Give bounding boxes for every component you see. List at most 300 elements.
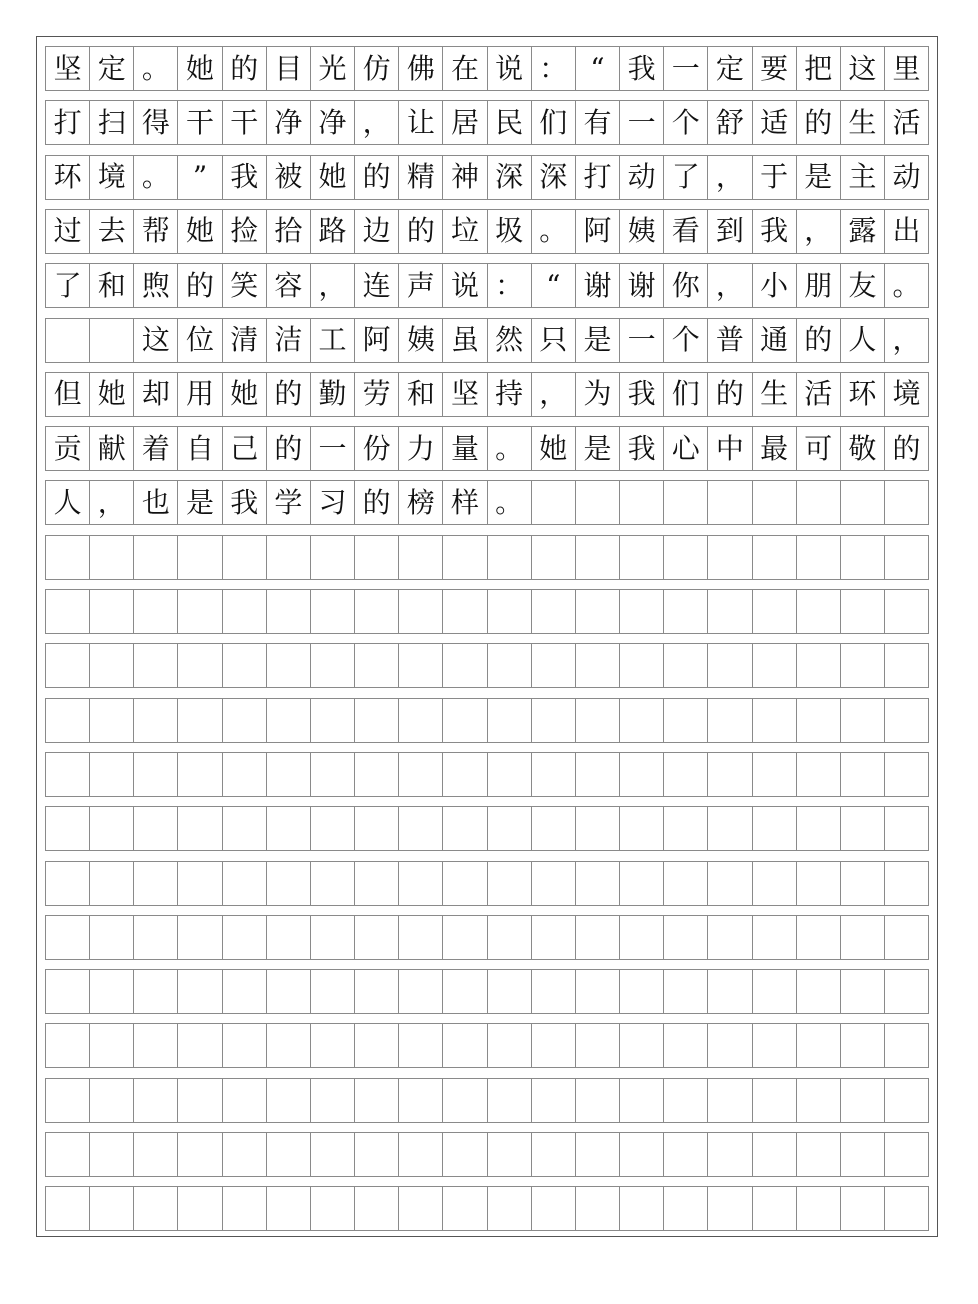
grid-cell xyxy=(90,753,134,796)
grid-cell xyxy=(311,1079,355,1122)
grid-cell: 要 xyxy=(753,47,797,90)
grid-cell xyxy=(223,753,267,796)
grid-cell xyxy=(178,916,222,959)
grid-cell xyxy=(223,970,267,1013)
grid-cell: ， xyxy=(885,319,929,362)
grid-cell xyxy=(178,644,222,687)
grid-cell xyxy=(46,1133,90,1176)
grid-cell xyxy=(134,1024,178,1067)
grid-cell xyxy=(134,970,178,1013)
grid-cell xyxy=(841,644,885,687)
grid-cell: 她 xyxy=(223,373,267,416)
grid-cell: 们 xyxy=(664,373,708,416)
grid-row xyxy=(45,915,929,960)
grid-cell: ” xyxy=(178,156,222,199)
grid-cell xyxy=(576,807,620,850)
grid-cell: 也 xyxy=(134,481,178,524)
grid-cell xyxy=(885,916,929,959)
grid-cell xyxy=(488,970,532,1013)
grid-cell xyxy=(532,1079,576,1122)
grid-cell xyxy=(443,644,487,687)
grid-cell xyxy=(708,753,752,796)
grid-cell xyxy=(267,862,311,905)
grid-cell xyxy=(399,536,443,579)
grid-cell: 谢 xyxy=(576,264,620,307)
grid-cell xyxy=(355,862,399,905)
grid-cell xyxy=(355,970,399,1013)
grid-cell xyxy=(178,970,222,1013)
grid-cell xyxy=(576,970,620,1013)
grid-cell: 。 xyxy=(532,210,576,253)
grid-cell xyxy=(576,481,620,524)
grid-cell xyxy=(134,644,178,687)
grid-cell xyxy=(399,1133,443,1176)
grid-cell xyxy=(488,862,532,905)
grid-cell: 煦 xyxy=(134,264,178,307)
grid-cell: ， xyxy=(532,373,576,416)
grid-cell: 里 xyxy=(885,47,929,90)
grid-row xyxy=(45,969,929,1014)
grid-cell xyxy=(841,590,885,633)
grid-cell: 的 xyxy=(797,101,841,144)
grid-cell: 垃 xyxy=(443,210,487,253)
grid-row xyxy=(45,1186,929,1231)
grid-row xyxy=(45,752,929,797)
grid-cell: ： xyxy=(532,47,576,90)
grid-cell xyxy=(399,1187,443,1230)
grid-cell xyxy=(753,916,797,959)
grid-cell: 着 xyxy=(134,427,178,470)
grid-cell xyxy=(620,916,664,959)
grid-cell xyxy=(443,699,487,742)
grid-cell: 在 xyxy=(443,47,487,90)
grid-cell: 献 xyxy=(90,427,134,470)
grid-cell xyxy=(90,319,134,362)
grid-cell xyxy=(267,699,311,742)
grid-cell xyxy=(311,644,355,687)
grid-cell xyxy=(355,644,399,687)
grid-cell: 是 xyxy=(797,156,841,199)
grid-cell xyxy=(885,807,929,850)
grid-cell xyxy=(841,753,885,796)
grid-cell xyxy=(708,970,752,1013)
grid-cell xyxy=(90,916,134,959)
grid-row xyxy=(45,861,929,906)
grid-cell: ， xyxy=(708,156,752,199)
grid-row xyxy=(45,806,929,851)
grid-cell: 朋 xyxy=(797,264,841,307)
grid-cell xyxy=(532,481,576,524)
grid-cell: 量 xyxy=(443,427,487,470)
grid-cell: 我 xyxy=(223,156,267,199)
grid-cell xyxy=(885,970,929,1013)
grid-cell: 可 xyxy=(797,427,841,470)
grid-cell: 的 xyxy=(708,373,752,416)
grid-cell xyxy=(753,970,797,1013)
grid-cell xyxy=(708,699,752,742)
grid-cell xyxy=(488,644,532,687)
grid-cell: 力 xyxy=(399,427,443,470)
grid-cell: 你 xyxy=(664,264,708,307)
grid-cell xyxy=(311,1133,355,1176)
grid-cell xyxy=(841,481,885,524)
grid-cell xyxy=(223,590,267,633)
grid-cell xyxy=(267,536,311,579)
grid-cell xyxy=(841,1187,885,1230)
grid-cell xyxy=(664,753,708,796)
grid-cell: 这 xyxy=(134,319,178,362)
grid-cell xyxy=(267,1079,311,1122)
grid-cell: 境 xyxy=(885,373,929,416)
grid-cell xyxy=(885,1079,929,1122)
grid-cell xyxy=(841,970,885,1013)
grid-cell xyxy=(620,1024,664,1067)
grid-cell: 贡 xyxy=(46,427,90,470)
grid-cell xyxy=(267,1024,311,1067)
grid-cell: 她 xyxy=(178,47,222,90)
grid-cell xyxy=(399,862,443,905)
grid-cell xyxy=(488,699,532,742)
grid-cell: 居 xyxy=(443,101,487,144)
grid-cell: 。 xyxy=(488,481,532,524)
grid-cell xyxy=(576,644,620,687)
grid-cell xyxy=(797,916,841,959)
grid-cell xyxy=(885,644,929,687)
grid-cell xyxy=(620,753,664,796)
grid-cell: 说 xyxy=(488,47,532,90)
grid-cell: 的 xyxy=(223,47,267,90)
grid-cell: 环 xyxy=(841,373,885,416)
grid-cell xyxy=(311,970,355,1013)
grid-cell: 露 xyxy=(841,210,885,253)
grid-cell xyxy=(532,644,576,687)
grid-cell xyxy=(708,807,752,850)
grid-cell xyxy=(399,699,443,742)
grid-cell xyxy=(46,590,90,633)
grid-cell: 和 xyxy=(399,373,443,416)
grid-cell xyxy=(90,1187,134,1230)
grid-cell xyxy=(753,1133,797,1176)
grid-cell: 坚 xyxy=(46,47,90,90)
grid-cell xyxy=(134,807,178,850)
grid-cell: 活 xyxy=(885,101,929,144)
grid-cell xyxy=(841,916,885,959)
grid-cell xyxy=(797,590,841,633)
grid-cell xyxy=(355,1133,399,1176)
grid-cell: 位 xyxy=(178,319,222,362)
grid-cell xyxy=(178,1133,222,1176)
grid-cell: 姨 xyxy=(620,210,664,253)
grid-cell xyxy=(708,1133,752,1176)
grid-cell xyxy=(46,753,90,796)
grid-cell: 阿 xyxy=(576,210,620,253)
grid-cell: 捡 xyxy=(223,210,267,253)
grid-cell xyxy=(664,1024,708,1067)
grid-cell xyxy=(753,1079,797,1122)
grid-cell xyxy=(841,807,885,850)
grid-cell: 说 xyxy=(443,264,487,307)
grid-cell: 自 xyxy=(178,427,222,470)
grid-cell xyxy=(223,1079,267,1122)
grid-cell xyxy=(753,590,797,633)
grid-cell xyxy=(443,1187,487,1230)
grid-cell: 让 xyxy=(399,101,443,144)
grid-cell: 的 xyxy=(885,427,929,470)
grid-cell xyxy=(708,1079,752,1122)
grid-cell: 用 xyxy=(178,373,222,416)
grid-cell xyxy=(90,970,134,1013)
grid-cell: 习 xyxy=(311,481,355,524)
grid-cell xyxy=(576,536,620,579)
grid-cell xyxy=(841,1024,885,1067)
grid-cell xyxy=(399,916,443,959)
grid-row xyxy=(45,643,929,688)
grid-cell: 。 xyxy=(488,427,532,470)
grid-cell: 主 xyxy=(841,156,885,199)
grid-cell xyxy=(311,753,355,796)
grid-cell xyxy=(753,481,797,524)
grid-cell xyxy=(178,1024,222,1067)
grid-cell xyxy=(797,1079,841,1122)
grid-cell xyxy=(134,753,178,796)
grid-cell: 样 xyxy=(443,481,487,524)
grid-cell: 被 xyxy=(267,156,311,199)
grid-cell xyxy=(134,1133,178,1176)
grid-cell xyxy=(797,644,841,687)
grid-cell: ， xyxy=(355,101,399,144)
grid-cell: 打 xyxy=(576,156,620,199)
grid-cell xyxy=(90,536,134,579)
grid-cell xyxy=(267,970,311,1013)
grid-cell: 定 xyxy=(708,47,752,90)
grid-cell xyxy=(399,970,443,1013)
grid-cell: 个 xyxy=(664,319,708,362)
grid-row xyxy=(45,535,929,580)
grid-cell xyxy=(443,970,487,1013)
grid-cell xyxy=(488,1133,532,1176)
grid-cell xyxy=(664,481,708,524)
grid-cell: 她 xyxy=(90,373,134,416)
grid-cell: 敬 xyxy=(841,427,885,470)
grid-cell xyxy=(532,807,576,850)
grid-cell xyxy=(267,807,311,850)
grid-cell xyxy=(708,916,752,959)
grid-cell: 。 xyxy=(134,47,178,90)
grid-cell: 为 xyxy=(576,373,620,416)
grid-cell: 适 xyxy=(753,101,797,144)
grid-cell: 的 xyxy=(355,156,399,199)
grid-cell: 定 xyxy=(90,47,134,90)
grid-cell xyxy=(664,916,708,959)
grid-cell xyxy=(620,481,664,524)
grid-cell xyxy=(664,699,708,742)
grid-cell xyxy=(620,699,664,742)
grid-cell xyxy=(355,807,399,850)
grid-cell xyxy=(885,862,929,905)
grid-cell xyxy=(620,862,664,905)
grid-row xyxy=(45,209,929,254)
grid-cell xyxy=(664,1187,708,1230)
grid-cell xyxy=(311,1187,355,1230)
grid-cell xyxy=(90,644,134,687)
grid-cell: 人 xyxy=(46,481,90,524)
grid-cell xyxy=(620,1187,664,1230)
grid-cell: 笑 xyxy=(223,264,267,307)
grid-row xyxy=(45,46,929,91)
grid-cell: 心 xyxy=(664,427,708,470)
grid-cell xyxy=(355,699,399,742)
grid-cell: 生 xyxy=(753,373,797,416)
grid-cell xyxy=(267,1187,311,1230)
grid-cell: 我 xyxy=(620,47,664,90)
grid-cell: 动 xyxy=(620,156,664,199)
grid-cell: 有 xyxy=(576,101,620,144)
grid-cell xyxy=(355,916,399,959)
grid-cell: ， xyxy=(311,264,355,307)
grid-cell: 目 xyxy=(267,47,311,90)
grid-cell xyxy=(488,536,532,579)
grid-cell xyxy=(753,644,797,687)
grid-cell xyxy=(223,699,267,742)
grid-cell: 的 xyxy=(178,264,222,307)
grid-cell: 一 xyxy=(620,101,664,144)
grid-cell: 过 xyxy=(46,210,90,253)
grid-cell: 一 xyxy=(311,427,355,470)
grid-cell: 的 xyxy=(399,210,443,253)
grid-cell xyxy=(532,699,576,742)
grid-cell: 神 xyxy=(443,156,487,199)
grid-cell xyxy=(576,590,620,633)
grid-cell: 我 xyxy=(223,481,267,524)
grid-cell xyxy=(267,590,311,633)
grid-cell xyxy=(46,319,90,362)
grid-cell: 容 xyxy=(267,264,311,307)
grid-cell xyxy=(797,862,841,905)
grid-cell: 是 xyxy=(576,427,620,470)
grid-cell xyxy=(443,753,487,796)
grid-cell xyxy=(753,536,797,579)
grid-cell xyxy=(178,590,222,633)
grid-row xyxy=(45,480,929,525)
grid-cell xyxy=(708,481,752,524)
grid-cell: ， xyxy=(90,481,134,524)
grid-cell: 虽 xyxy=(443,319,487,362)
grid-cell xyxy=(178,862,222,905)
grid-cell: 勤 xyxy=(311,373,355,416)
grid-cell xyxy=(311,862,355,905)
grid-cell xyxy=(488,916,532,959)
grid-cell: 深 xyxy=(488,156,532,199)
grid-cell: 劳 xyxy=(355,373,399,416)
grid-cell xyxy=(664,644,708,687)
grid-cell xyxy=(46,807,90,850)
grid-cell xyxy=(620,590,664,633)
grid-cell xyxy=(46,862,90,905)
grid-cell: 境 xyxy=(90,156,134,199)
grid-cell: 看 xyxy=(664,210,708,253)
grid-cell xyxy=(532,753,576,796)
grid-cell xyxy=(223,1024,267,1067)
grid-row xyxy=(45,318,929,363)
grid-cell: 小 xyxy=(753,264,797,307)
grid-cell: 的 xyxy=(797,319,841,362)
grid-cell xyxy=(797,481,841,524)
grid-cell xyxy=(797,970,841,1013)
grid-cell xyxy=(532,1133,576,1176)
grid-cell: 了 xyxy=(664,156,708,199)
grid-cell: 己 xyxy=(223,427,267,470)
grid-cell: 圾 xyxy=(488,210,532,253)
grid-cell xyxy=(90,590,134,633)
grid-cell: 我 xyxy=(620,427,664,470)
grid-cell: 去 xyxy=(90,210,134,253)
grid-cell: 洁 xyxy=(267,319,311,362)
grid-cell xyxy=(532,1187,576,1230)
grid-cell: 友 xyxy=(841,264,885,307)
grid-cell xyxy=(885,1187,929,1230)
grid-cell xyxy=(178,753,222,796)
grid-row xyxy=(45,698,929,743)
grid-cell: 工 xyxy=(311,319,355,362)
grid-cell xyxy=(267,753,311,796)
grid-cell: 最 xyxy=(753,427,797,470)
grid-cell: 个 xyxy=(664,101,708,144)
grid-cell xyxy=(797,753,841,796)
grid-row xyxy=(45,155,929,200)
grid-cell xyxy=(355,536,399,579)
grid-cell: 是 xyxy=(576,319,620,362)
grid-cell xyxy=(134,916,178,959)
grid-cell xyxy=(797,536,841,579)
grid-cell: 边 xyxy=(355,210,399,253)
grid-cell: 她 xyxy=(311,156,355,199)
grid-cell xyxy=(488,807,532,850)
grid-cell xyxy=(620,536,664,579)
grid-cell xyxy=(443,916,487,959)
grid-cell xyxy=(708,590,752,633)
grid-cell xyxy=(90,807,134,850)
grid-cell xyxy=(532,970,576,1013)
grid-cell xyxy=(532,916,576,959)
grid-cell xyxy=(443,1024,487,1067)
grid-cell: 我 xyxy=(620,373,664,416)
grid-cell xyxy=(223,807,267,850)
grid-cell: 的 xyxy=(355,481,399,524)
grid-row xyxy=(45,589,929,634)
grid-cell: 帮 xyxy=(134,210,178,253)
grid-cell: 路 xyxy=(311,210,355,253)
grid-cell xyxy=(797,1024,841,1067)
grid-cell: 拾 xyxy=(267,210,311,253)
grid-row xyxy=(45,1078,929,1123)
grid-cell: 榜 xyxy=(399,481,443,524)
grid-cell: “ xyxy=(532,264,576,307)
grid-cell xyxy=(885,590,929,633)
grid-cell xyxy=(885,1024,929,1067)
grid-cell: 连 xyxy=(355,264,399,307)
grid-cell: 把 xyxy=(797,47,841,90)
grid-cell xyxy=(753,862,797,905)
grid-cell xyxy=(443,807,487,850)
grid-cell xyxy=(443,590,487,633)
grid-cell: 是 xyxy=(178,481,222,524)
grid-cell xyxy=(576,1133,620,1176)
grid-cell: 民 xyxy=(488,101,532,144)
grid-cell: 这 xyxy=(841,47,885,90)
grid-cell xyxy=(134,1187,178,1230)
grid-cell xyxy=(620,1133,664,1176)
grid-cell xyxy=(90,699,134,742)
